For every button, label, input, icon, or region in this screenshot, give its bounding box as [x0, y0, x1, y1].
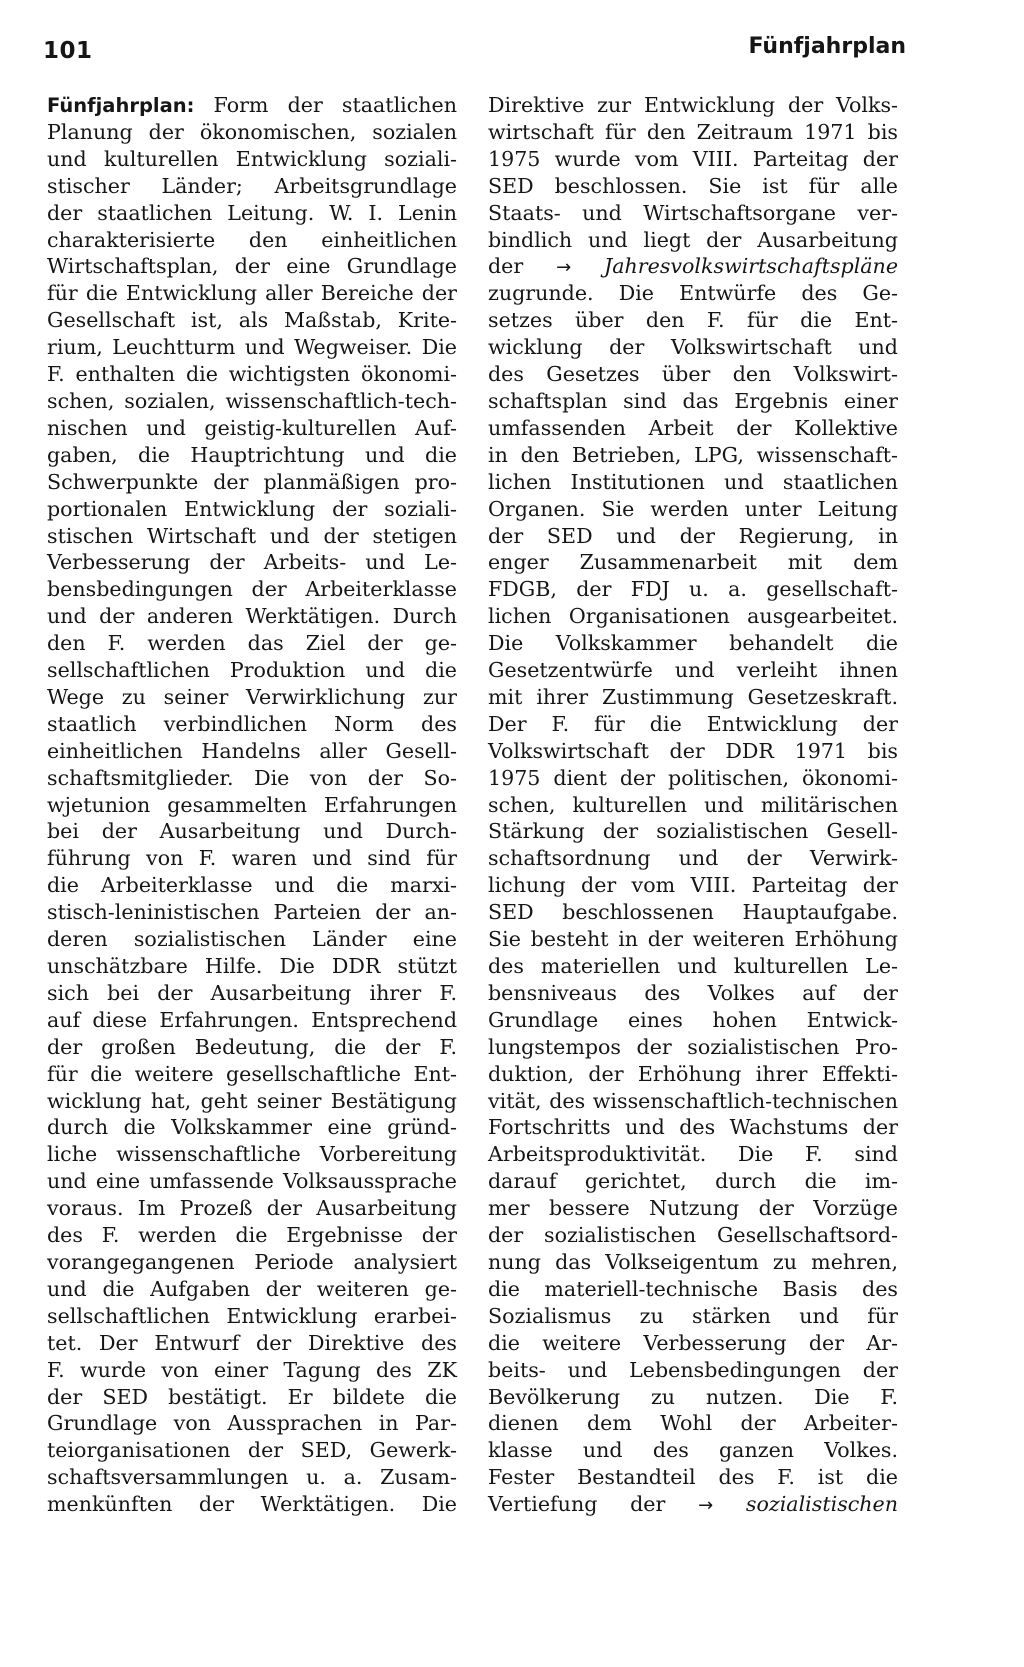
text-line: einheitlichen Handelns aller Gesell- [47, 738, 457, 763]
text-line: Grundlage von Aussprachen in Par- [47, 1411, 457, 1436]
text-line: voraus. Im Prozeß der Ausarbeitung [47, 1196, 457, 1221]
text-line: Arbeitsproduktivität. Die F. sind [488, 1142, 898, 1167]
text-line [488, 253, 898, 280]
text-line: stischen Wirtschaft und der stetigen [47, 523, 457, 548]
text-line: des Gesetzes über den Volkswirt- [488, 362, 898, 387]
text-line: portionalen Entwicklung der soziali- [47, 496, 457, 521]
text-line: Verbesserung der Arbeits- und Le- [47, 550, 457, 575]
text-line: den F. werden das Ziel der ge- [47, 631, 457, 656]
text-line: Schwerpunkte der planmäßigen pro- [47, 469, 457, 494]
text-line: der staatlichen Leitung. W. I. Lenin [47, 200, 457, 225]
text-line [47, 92, 457, 119]
text-line: des F. werden die Ergebnisse der [47, 1223, 457, 1248]
text-line: F. wurde von einer Tagung des ZK [47, 1357, 457, 1382]
text-line: staatlich verbindlichen Norm des [47, 711, 457, 736]
text-line: schaftsplan sind das Ergebnis einer [488, 388, 898, 413]
text-line: liche wissenschaftliche Vorbereitung [47, 1142, 457, 1167]
text-line: Stärkung der sozialistischen Gesell- [488, 819, 898, 844]
left-column [47, 92, 457, 1518]
right-column [488, 92, 898, 1518]
text-line: der großen Bedeutung, die der F. [47, 1034, 457, 1059]
text-line: Planung der ökonomischen, sozialen [47, 119, 457, 144]
text-line: schaftsmitglieder. Die von der So- [47, 765, 457, 790]
text-line-content: Vertiefung der [488, 1492, 666, 1517]
text-line: duktion, der Erhöhung ihrer Effekti- [488, 1061, 898, 1086]
text-line: durch die Volkskammer eine gründ- [47, 1115, 457, 1140]
text-line: die weitere Verbesserung der Ar- [488, 1330, 898, 1355]
cross-reference-arrow-icon: → [556, 257, 572, 279]
text-line: tet. Der Entwurf der Direktive des [47, 1330, 457, 1355]
text-line: die Arbeiterklasse und die marxi- [47, 873, 457, 898]
text-line: und eine umfassende Volksaussprache [47, 1169, 457, 1194]
text-line: mit ihrer Zustimmung Gesetzeskraft. [488, 684, 898, 709]
text-line: menkünften der Werktätigen. Die [47, 1492, 457, 1517]
text-line: der SED bestätigt. Er bildete die [47, 1384, 457, 1409]
text-line: bindlich und liegt der Ausarbeitung [488, 227, 898, 252]
text-line: wicklung der Volkswirtschaft und [488, 335, 898, 360]
text-line: der SED und der Regierung, in [488, 523, 898, 548]
running-head: Fünfjahrplan [748, 34, 906, 59]
text-line: schaftsversammlungen u. a. Zusam- [47, 1465, 457, 1490]
text-line: für die weitere gesellschaftliche Ent- [47, 1061, 457, 1086]
text-line: zugrunde. Die Entwürfe des Ge- [488, 281, 898, 306]
text-line: nischen und geistig-kulturellen Auf- [47, 415, 457, 440]
text-line: klasse und des ganzen Volkes. [488, 1438, 898, 1463]
text-line: in den Betrieben, LPG, wissenschaft- [488, 442, 898, 467]
text-line: stischer Länder; Arbeitsgrundlage [47, 173, 457, 198]
cross-reference-arrow-icon: → [698, 1495, 714, 1517]
text-line: sellschaftlichen Produktion und die [47, 658, 457, 683]
text-line: auf diese Erfahrungen. Entsprechend [47, 1007, 457, 1032]
text-line: Organen. Sie werden unter Leitung [488, 496, 898, 521]
text-line: deren sozialistischen Länder eine [47, 927, 457, 952]
text-line: lungstempos der sozialistischen Pro- [488, 1034, 898, 1059]
text-line: Sozialismus zu stärken und für [488, 1303, 898, 1328]
text-line: führung von F. waren und sind für [47, 846, 457, 871]
text-line: Gesellschaft ist, als Maßstab, Krite- [47, 308, 457, 333]
text-line: Sie besteht in der weiteren Erhöhung [488, 927, 898, 952]
page-number: 101 [43, 38, 93, 64]
text-line: sich bei der Ausarbeitung ihrer F. [47, 980, 457, 1005]
text-line: Gesetzentwürfe und verleiht ihnen [488, 658, 898, 683]
cross-reference-link[interactable]: Jahresvolkswirtschaftspläne [604, 254, 899, 279]
text-line: der sozialistischen Gesellschaftsord- [488, 1223, 898, 1248]
text-line: und kulturellen Entwicklung soziali- [47, 146, 457, 171]
text-line: und die Aufgaben der weiteren ge- [47, 1276, 457, 1301]
text-line: lichung der vom VIII. Parteitag der [488, 873, 898, 898]
text-line: 1975 wurde vom VIII. Parteitag der [488, 146, 898, 171]
text-line: SED beschlossen. Sie ist für alle [488, 173, 898, 198]
text-line: Die Volkskammer behandelt die [488, 631, 898, 656]
text-line: Wirtschaftsplan, der eine Grundlage [47, 254, 457, 279]
text-line: Grundlage eines hohen Entwick- [488, 1007, 898, 1032]
text-line: schen, kulturellen und militärischen [488, 792, 898, 817]
text-line-content: der [488, 254, 524, 279]
text-line: bensbedingungen der Arbeiterklasse [47, 577, 457, 602]
text-line [488, 1491, 898, 1518]
text-line: setzes über den F. für die Ent- [488, 308, 898, 333]
text-line: wicklung hat, geht seiner Bestätigung [47, 1088, 457, 1113]
text-line: sellschaftlichen Entwicklung erarbei- [47, 1303, 457, 1328]
text-line: und der anderen Werktätigen. Durch [47, 604, 457, 629]
text-line: 1975 dient der politischen, ökonomi- [488, 765, 898, 790]
text-line: FDGB, der FDJ u. a. gesellschaft- [488, 577, 898, 602]
text-line: schen, sozialen, wissenschaftlich-tech- [47, 388, 457, 413]
text-line: bensniveaus des Volkes auf der [488, 980, 898, 1005]
text-line: Direktive zur Entwicklung der Volks- [488, 93, 898, 117]
text-line: teiorganisationen der SED, Gewerk- [47, 1438, 457, 1463]
text-line: stisch-leninistischen Parteien der an- [47, 900, 457, 925]
text-line: unschätzbare Hilfe. Die DDR stützt [47, 954, 457, 978]
text-line: charakterisierte den einheitlichen [47, 227, 457, 252]
text-line: F. enthalten die wichtigsten ökonomi- [47, 362, 457, 387]
entry-headword: Fünfjahrplan: [47, 94, 195, 117]
text-line: vität, des wissenschaftlich-technischen [488, 1088, 898, 1113]
text-line: nung das Volkseigentum zu mehren, [488, 1249, 898, 1274]
text-line: Der F. für die Entwicklung der [488, 711, 898, 736]
text-line: SED beschlossenen Hauptaufgabe. [488, 900, 898, 925]
text-line: für die Entwicklung aller Bereiche der [47, 281, 457, 306]
text-line: Fester Bestandteil des F. ist die [488, 1465, 898, 1490]
text-line: wjetunion gesammelten Erfahrungen [47, 792, 457, 817]
text-line: Volkswirtschaft der DDR 1971 bis [488, 738, 898, 763]
text-line: darauf gerichtet, durch die im- [488, 1169, 898, 1194]
text-line: schaftsordnung und der Verwirk- [488, 846, 898, 871]
text-line: wirtschaft für den Zeitraum 1971 bis [488, 119, 898, 144]
text-line-content: Form der staatlichen [194, 93, 457, 117]
text-line: Wege zu seiner Verwirklichung zur [47, 684, 457, 709]
text-line: vorangegangenen Periode analysiert [47, 1249, 457, 1274]
text-line: des materiellen und kulturellen Le- [488, 954, 898, 978]
text-line: bei der Ausarbeitung und Durch- [47, 819, 457, 844]
text-line: Fortschritts und des Wachstums der [488, 1115, 898, 1140]
text-line: gaben, die Hauptrichtung und die [47, 442, 457, 467]
text-line: die materiell-technische Basis des [488, 1276, 898, 1301]
text-line: rium, Leuchtturm und Wegweiser. Die [47, 335, 457, 360]
text-line: Bevölkerung zu nutzen. Die F. [488, 1384, 898, 1409]
text-line: lichen Institutionen und staatlichen [488, 469, 898, 494]
text-line: umfassenden Arbeit der Kollektive [488, 415, 898, 440]
text-line: lichen Organisationen ausgearbeitet. [488, 604, 898, 629]
cross-reference-link[interactable]: sozialistischen [745, 1492, 899, 1517]
text-line: dienen dem Wohl der Arbeiter- [488, 1411, 898, 1436]
text-line: beits- und Lebensbedingungen der [488, 1357, 898, 1382]
text-line: mer bessere Nutzung der Vorzüge [488, 1196, 898, 1221]
text-line: enger Zusammenarbeit mit dem [488, 550, 898, 575]
text-line: Staats- und Wirtschaftsorgane ver- [488, 200, 898, 225]
